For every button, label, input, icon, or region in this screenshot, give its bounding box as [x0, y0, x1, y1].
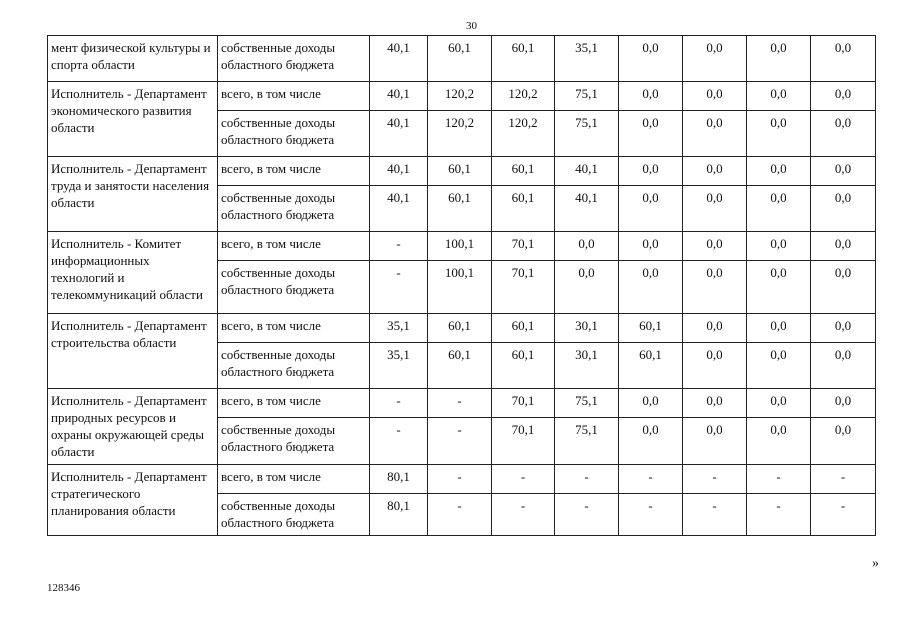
- value-cell: [370, 111, 428, 157]
- value-cell: [811, 186, 876, 232]
- value-cell: [683, 418, 747, 465]
- value-cell: [619, 232, 683, 261]
- value: -: [396, 265, 401, 280]
- value: 0,0: [578, 236, 595, 251]
- value-cell: [811, 157, 876, 186]
- value-cell: [683, 186, 747, 232]
- source-cell: [218, 186, 370, 232]
- value: 60,1: [511, 318, 535, 333]
- value: 0,0: [770, 347, 787, 362]
- value-cell: [619, 494, 683, 536]
- value: 0,0: [834, 190, 852, 205]
- value-cell: [683, 261, 747, 314]
- table-row: [48, 465, 876, 494]
- value-cell: [370, 82, 428, 111]
- value: 60,1: [448, 40, 471, 55]
- value-cell: [747, 157, 811, 186]
- source-label: всего, в том числе: [221, 318, 321, 333]
- source-label: всего, в том числе: [221, 86, 321, 101]
- source-label: собственные доходы областного бюджета: [221, 40, 336, 72]
- value-cell: [747, 418, 811, 465]
- value-cell: [619, 111, 683, 157]
- value: 120,2: [444, 115, 475, 130]
- value: 0,0: [706, 40, 723, 55]
- value: 0,0: [706, 265, 723, 280]
- value: 0,0: [706, 318, 723, 333]
- source-label: собственные доходы областного бюджета: [221, 190, 336, 222]
- executor-cell: Исполнитель - Департамент строительства области: [48, 314, 218, 389]
- value: -: [396, 236, 401, 251]
- source-label: собственные доходы областного бюджета: [221, 115, 336, 147]
- value-cell: [428, 111, 492, 157]
- value-cell: [811, 111, 876, 157]
- value: -: [712, 469, 717, 484]
- source-label: собственные доходы областного бюджета: [221, 498, 336, 530]
- value-cell: [747, 314, 811, 343]
- value-cell: [428, 465, 492, 494]
- value-cell: [555, 314, 619, 343]
- value: 0,0: [834, 422, 852, 437]
- value-cell: [428, 232, 492, 261]
- value-cell: [619, 36, 683, 82]
- value: 0,0: [706, 422, 723, 437]
- value-cell: [683, 343, 747, 389]
- value-cell: [370, 261, 428, 314]
- value-cell: [492, 465, 555, 494]
- source-cell: [218, 314, 370, 343]
- value: 0,0: [770, 190, 787, 205]
- value-cell: [811, 343, 876, 389]
- value: -: [457, 422, 462, 437]
- value-cell: [370, 36, 428, 82]
- value-cell: [683, 36, 747, 82]
- value: 40,1: [387, 86, 410, 101]
- value-cell: [619, 261, 683, 314]
- value-cell: [555, 82, 619, 111]
- value-cell: [492, 314, 555, 343]
- value-cell: [747, 261, 811, 314]
- value: 35,1: [387, 318, 410, 333]
- value: 60,1: [639, 318, 662, 333]
- value-cell: [683, 389, 747, 418]
- source-cell: [218, 157, 370, 186]
- value-cell: [811, 36, 876, 82]
- value-cell: [428, 494, 492, 536]
- value-cell: [683, 465, 747, 494]
- value-cell: [370, 418, 428, 465]
- value-cell: [492, 36, 555, 82]
- executor-cell: Исполнитель - Департамент природных ресурсов и охраны окружающей среды области: [48, 389, 218, 465]
- value-cell: [683, 82, 747, 111]
- value: 70,1: [511, 236, 535, 251]
- value: 60,1: [511, 190, 535, 205]
- value: 70,1: [511, 393, 535, 408]
- value-cell: [370, 232, 428, 261]
- value: 0,0: [642, 161, 659, 176]
- source-label: собственные доходы областного бюджета: [221, 422, 336, 454]
- value-cell: [683, 314, 747, 343]
- value: 0,0: [642, 393, 659, 408]
- value-cell: [811, 418, 876, 465]
- value-cell: [811, 261, 876, 314]
- source-label: всего, в том числе: [221, 161, 321, 176]
- source-cell: [218, 465, 370, 494]
- value-cell: [747, 389, 811, 418]
- value-cell: [619, 82, 683, 111]
- budget-table: [47, 35, 876, 536]
- table-row: [48, 157, 876, 186]
- value: -: [396, 422, 401, 437]
- value: 35,1: [575, 40, 598, 55]
- value: 30,1: [575, 318, 598, 333]
- value: -: [584, 498, 589, 513]
- value: 40,1: [387, 190, 410, 205]
- value: -: [776, 498, 781, 513]
- document-code: 128346: [47, 582, 80, 594]
- value-cell: [747, 343, 811, 389]
- value: 0,0: [770, 161, 787, 176]
- value: -: [457, 393, 462, 408]
- source-cell: [218, 36, 370, 82]
- value-cell: [555, 343, 619, 389]
- executor-cell: Исполнитель - Департамент стратегического планирования области: [48, 465, 218, 536]
- table-row: [48, 314, 876, 343]
- value: 40,1: [387, 40, 410, 55]
- value: 0,0: [770, 422, 787, 437]
- value: -: [457, 498, 462, 513]
- value: 0,0: [706, 347, 723, 362]
- source-label: всего, в том числе: [221, 236, 321, 251]
- value: 0,0: [642, 265, 659, 280]
- executor-cell: Исполнитель - Департамент труда и занятости населения области: [48, 157, 218, 232]
- value-cell: [747, 232, 811, 261]
- value-cell: [747, 36, 811, 82]
- source-cell: [218, 232, 370, 261]
- value-cell: [370, 494, 428, 536]
- value: 0,0: [834, 115, 852, 130]
- value: 0,0: [834, 40, 852, 55]
- value: -: [520, 498, 526, 513]
- value: 60,1: [448, 161, 471, 176]
- value: 75,1: [575, 86, 598, 101]
- value-cell: [619, 186, 683, 232]
- value-cell: [555, 418, 619, 465]
- value: 60,1: [511, 161, 535, 176]
- source-label: всего, в том числе: [221, 393, 321, 408]
- source-cell: [218, 261, 370, 314]
- value-cell: [747, 494, 811, 536]
- value: -: [584, 469, 589, 484]
- value-cell: [811, 465, 876, 494]
- source-cell: [218, 343, 370, 389]
- value: 0,0: [770, 115, 787, 130]
- value: 80,1: [387, 498, 410, 513]
- source-cell: [218, 82, 370, 111]
- value: 0,0: [770, 86, 787, 101]
- value-cell: [811, 494, 876, 536]
- value-cell: [370, 186, 428, 232]
- closing-quote: »: [872, 556, 879, 571]
- value-cell: [555, 157, 619, 186]
- value-cell: [492, 157, 555, 186]
- value-cell: [492, 494, 555, 536]
- value-cell: [428, 314, 492, 343]
- value-cell: [555, 389, 619, 418]
- value: 80,1: [387, 469, 410, 484]
- value: 0,0: [834, 393, 852, 408]
- value: 0,0: [578, 265, 595, 280]
- value-cell: [428, 186, 492, 232]
- value-cell: [683, 232, 747, 261]
- value-cell: [555, 261, 619, 314]
- value: 60,1: [448, 318, 471, 333]
- value: 60,1: [448, 190, 471, 205]
- value-cell: [747, 111, 811, 157]
- value-cell: [683, 157, 747, 186]
- value: 70,1: [511, 265, 535, 280]
- value: 60,1: [639, 347, 662, 362]
- value: 0,0: [642, 422, 659, 437]
- value: -: [520, 469, 526, 484]
- value: 70,1: [511, 422, 535, 437]
- source-cell: [218, 494, 370, 536]
- value-cell: [555, 494, 619, 536]
- value-cell: [492, 82, 555, 111]
- value-cell: [428, 82, 492, 111]
- value: 0,0: [770, 265, 787, 280]
- value-cell: [370, 343, 428, 389]
- value-cell: [619, 157, 683, 186]
- value-cell: [492, 111, 555, 157]
- source-cell: [218, 389, 370, 418]
- value: -: [648, 498, 653, 513]
- value-cell: [555, 232, 619, 261]
- value: -: [712, 498, 717, 513]
- value-cell: [428, 261, 492, 314]
- value: 0,0: [642, 115, 659, 130]
- value: 40,1: [575, 190, 598, 205]
- value: 100,1: [444, 236, 475, 251]
- value-cell: [811, 82, 876, 111]
- value: 35,1: [387, 347, 410, 362]
- value-cell: [811, 232, 876, 261]
- value-cell: [811, 314, 876, 343]
- value: 0,0: [706, 115, 723, 130]
- value: 0,0: [770, 40, 787, 55]
- value-cell: [428, 343, 492, 389]
- value-cell: [492, 343, 555, 389]
- value: 0,0: [642, 236, 659, 251]
- value: 0,0: [770, 318, 787, 333]
- value-cell: [370, 465, 428, 494]
- value: 0,0: [770, 393, 787, 408]
- source-cell: [218, 111, 370, 157]
- value-cell: [747, 82, 811, 111]
- value: 0,0: [834, 347, 852, 362]
- value: 0,0: [642, 190, 659, 205]
- value-cell: [428, 157, 492, 186]
- value-cell: [555, 111, 619, 157]
- value: 60,1: [511, 347, 535, 362]
- value: 40,1: [387, 115, 410, 130]
- value-cell: [428, 389, 492, 418]
- value-cell: [747, 186, 811, 232]
- value: 60,1: [511, 40, 535, 55]
- value: -: [776, 469, 781, 484]
- value: -: [396, 393, 401, 408]
- value-cell: [619, 314, 683, 343]
- value-cell: [747, 465, 811, 494]
- value: 60,1: [448, 347, 471, 362]
- value: 120,2: [444, 86, 475, 101]
- value-cell: [683, 111, 747, 157]
- value-cell: [619, 389, 683, 418]
- table-row: [48, 36, 876, 82]
- source-label: собственные доходы областного бюджета: [221, 347, 336, 379]
- table-row: [48, 232, 876, 261]
- source-label: всего, в том числе: [221, 469, 321, 484]
- value-cell: [428, 418, 492, 465]
- value-cell: [555, 36, 619, 82]
- value: 120,2: [508, 86, 538, 101]
- value-cell: [555, 465, 619, 494]
- value-cell: [370, 389, 428, 418]
- value: 0,0: [706, 190, 723, 205]
- value: -: [840, 469, 846, 484]
- value-cell: [492, 186, 555, 232]
- value: 75,1: [575, 393, 598, 408]
- value-cell: [492, 418, 555, 465]
- value: 0,0: [770, 236, 787, 251]
- value: 120,2: [508, 115, 538, 130]
- value: 0,0: [834, 236, 852, 251]
- value: 0,0: [706, 236, 723, 251]
- value: 0,0: [834, 161, 852, 176]
- value-cell: [619, 465, 683, 494]
- value-cell: [492, 232, 555, 261]
- value: -: [840, 498, 846, 513]
- value-cell: [428, 36, 492, 82]
- value: 75,1: [575, 422, 598, 437]
- value-cell: [619, 343, 683, 389]
- value: 75,1: [575, 115, 598, 130]
- value: 0,0: [834, 265, 852, 280]
- value: 0,0: [706, 393, 723, 408]
- value: 0,0: [706, 86, 723, 101]
- value-cell: [811, 389, 876, 418]
- value: 0,0: [642, 40, 659, 55]
- value: 0,0: [834, 318, 852, 333]
- executor-cell: Исполнитель - Департамент экономического развития области: [48, 82, 218, 157]
- table-row: [48, 82, 876, 111]
- value: 100,1: [444, 265, 475, 280]
- value: 40,1: [575, 161, 598, 176]
- value-cell: [555, 186, 619, 232]
- page-number: 30: [466, 20, 477, 32]
- value: 40,1: [387, 161, 410, 176]
- value: 30,1: [575, 347, 598, 362]
- source-cell: [218, 418, 370, 465]
- value-cell: [683, 494, 747, 536]
- value: 0,0: [706, 161, 723, 176]
- source-label: собственные доходы областного бюджета: [221, 265, 336, 297]
- executor-cell: мент физической культуры и спорта области: [48, 36, 218, 82]
- table-row: [48, 389, 876, 418]
- value-cell: [619, 418, 683, 465]
- value: 0,0: [834, 86, 852, 101]
- value-cell: [492, 261, 555, 314]
- value-cell: [492, 389, 555, 418]
- value-cell: [370, 157, 428, 186]
- value: -: [457, 469, 462, 484]
- value: 0,0: [642, 86, 659, 101]
- value-cell: [370, 314, 428, 343]
- value: -: [648, 469, 653, 484]
- executor-cell: Исполнитель - Комитет информационных технологий и телекоммуникаций области: [48, 232, 218, 314]
